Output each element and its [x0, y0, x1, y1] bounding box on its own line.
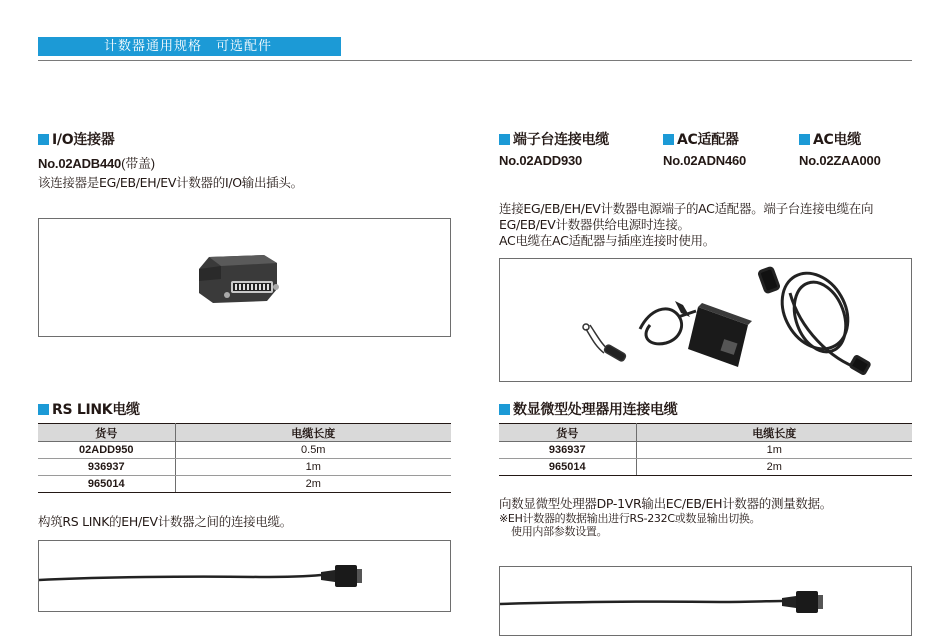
- terminal-cable-heading: 端子台连接电缆: [499, 129, 609, 149]
- rslink-description: 构筑RS LINK的EH/EV计数器之间的连接电缆。: [38, 514, 292, 529]
- dp-cable-icon: [500, 591, 823, 613]
- rslink-cable-image: [38, 540, 451, 612]
- io-part-number: No.02ADB440(带盖): [38, 156, 155, 171]
- dp-cable-image: [499, 566, 912, 636]
- ac-cable-icon: [759, 261, 870, 374]
- cell-code: 936937: [499, 442, 636, 459]
- dp-cable-note-1: ※EH计数器的数据输出进行RS-232C或数显输出切换。: [499, 512, 761, 525]
- io-description: 该连接器是EG/EB/EH/EV计数器的I/O输出插头。: [38, 175, 303, 190]
- dp-cable-note-2: 使用内部参数设置。: [511, 525, 608, 538]
- cell-length: 1m: [175, 459, 451, 476]
- ac-adapter-icon: [640, 301, 752, 367]
- power-accessories-image: [499, 258, 912, 382]
- cell-length: 2m: [636, 459, 912, 476]
- table-header-row: [38, 424, 451, 442]
- rslink-heading: RS LINK电缆: [38, 399, 140, 419]
- io-connector-image: [38, 218, 451, 337]
- dp-cable-table: [499, 423, 912, 476]
- table-row: [499, 459, 912, 476]
- cell-code: 965014: [38, 476, 175, 493]
- square-bullet-icon: [499, 134, 510, 145]
- ac-adapter-part-number: No.02ADN460: [663, 153, 747, 168]
- power-description-line-3: AC电缆在AC适配器与插座连接时使用。: [499, 233, 715, 248]
- square-bullet-icon: [38, 134, 49, 145]
- column-header-code: 货号: [38, 424, 175, 442]
- io-connector-icon: [199, 255, 279, 303]
- cell-code: 965014: [499, 459, 636, 476]
- table-row: [38, 476, 451, 493]
- section-banner: 计数器通用规格 可选配件: [38, 37, 341, 56]
- ac-cable-part-number: No.02ZAA000: [799, 153, 881, 168]
- rslink-table: [38, 423, 451, 493]
- square-bullet-icon: [799, 134, 810, 145]
- cell-length: 0.5m: [175, 442, 451, 459]
- rslink-cable-icon: [39, 565, 362, 587]
- banner-divider: [38, 60, 912, 61]
- cell-code: 936937: [38, 459, 175, 476]
- dp-cable-description: 向数显微型处理器DP-1VR输出EC/EB/EH计数器的测量数据。: [499, 496, 833, 511]
- power-description-line-1: 连接EG/EB/EH/EV计数器电源端子的AC适配器。端子台连接电缆在向: [499, 201, 874, 216]
- column-header-code: 货号: [499, 424, 636, 442]
- column-header-length: 电缆长度: [636, 424, 912, 442]
- ac-cable-heading: AC电缆: [799, 129, 861, 149]
- table-row: [499, 442, 912, 459]
- cell-code: 02ADD950: [38, 442, 175, 459]
- terminal-cable-part-number: No.02ADD930: [499, 153, 583, 168]
- dp-cable-heading: 数显微型处理器用连接电缆: [499, 399, 677, 419]
- square-bullet-icon: [499, 404, 510, 415]
- io-heading: I/O连接器: [38, 129, 114, 149]
- table-row: [38, 442, 451, 459]
- terminal-cable-icon: [583, 324, 627, 362]
- cell-length: 2m: [175, 476, 451, 493]
- table-header-row: [499, 424, 912, 442]
- table-row: [38, 459, 451, 476]
- square-bullet-icon: [663, 134, 674, 145]
- square-bullet-icon: [38, 404, 49, 415]
- power-description-line-2: EG/EB/EV计数器供给电源时连接。: [499, 217, 690, 232]
- cell-length: 1m: [636, 442, 912, 459]
- ac-adapter-heading: AC适配器: [663, 129, 739, 149]
- column-header-length: 电缆长度: [175, 424, 451, 442]
